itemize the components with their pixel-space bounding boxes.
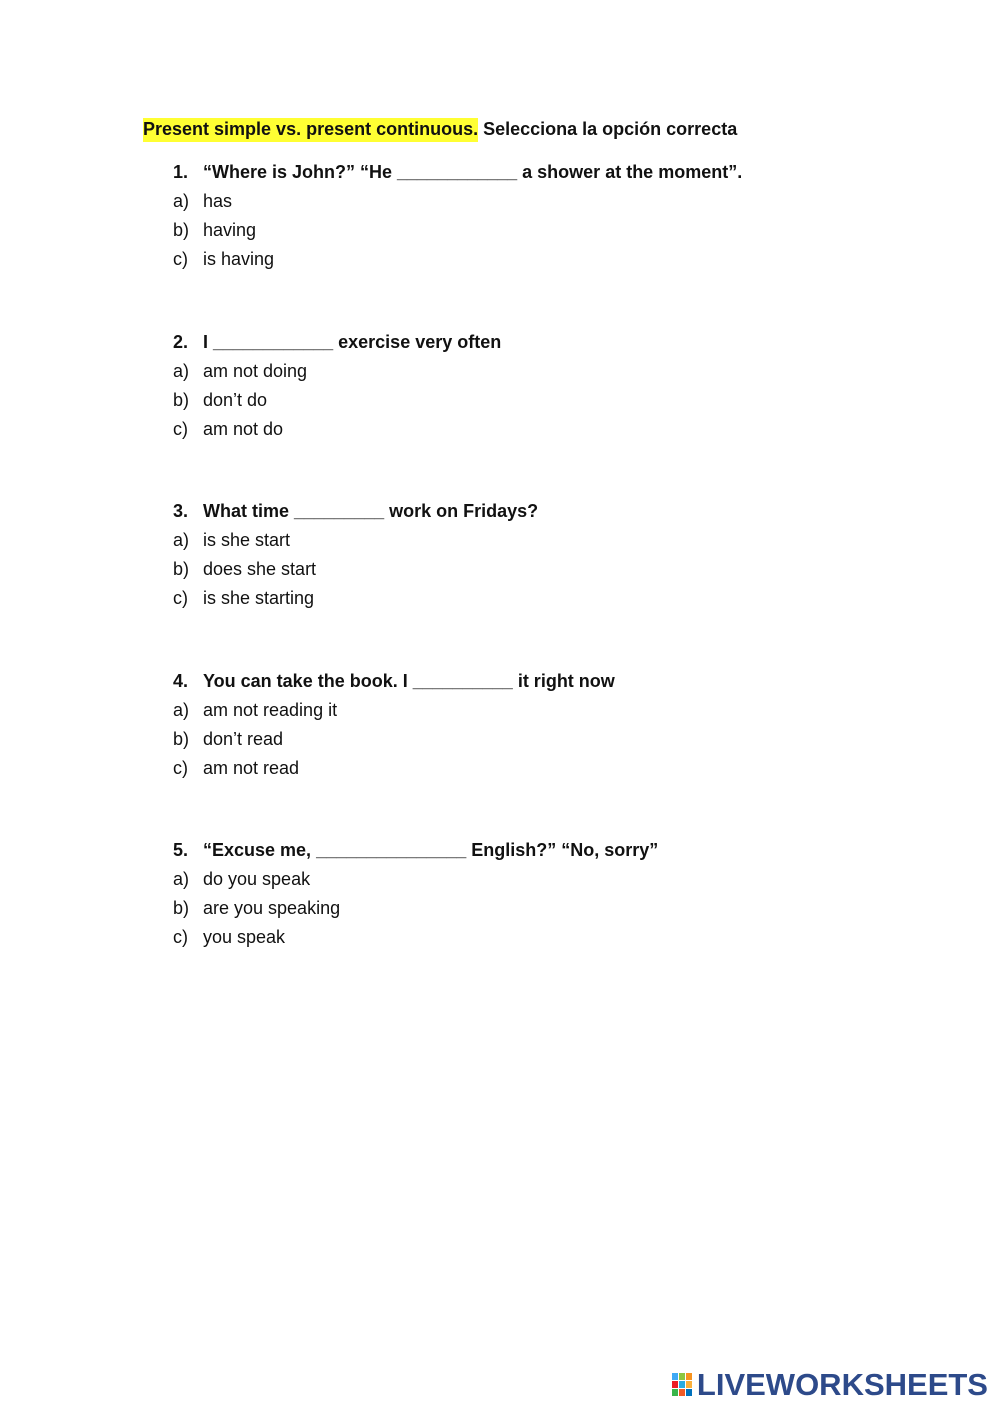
question-stem: You can take the book. I __________ it right now bbox=[203, 671, 615, 691]
question-stem: “Where is John?” “He ____________ a shower at the moment”. bbox=[203, 162, 743, 182]
option-letter: a) bbox=[173, 869, 190, 889]
question-number: 4. bbox=[173, 671, 189, 691]
liveworksheets-logo-icon bbox=[672, 1373, 694, 1397]
liveworksheets-branding bbox=[672, 1368, 988, 1402]
option-a[interactable] bbox=[173, 696, 893, 725]
title-instruction: Selecciona la opción correcta bbox=[483, 119, 738, 139]
option-a[interactable] bbox=[173, 187, 893, 216]
title-highlight: Present simple vs. present continuous. bbox=[143, 118, 478, 142]
option-c[interactable] bbox=[173, 584, 893, 613]
question-number: 3. bbox=[173, 501, 189, 521]
option-text: does she start bbox=[203, 559, 317, 579]
question-stem: I ____________ exercise very often bbox=[203, 332, 502, 352]
option-b[interactable] bbox=[173, 555, 893, 584]
option-a[interactable] bbox=[173, 526, 893, 555]
question-number: 1. bbox=[173, 162, 189, 182]
option-a[interactable] bbox=[173, 357, 893, 386]
question-5 bbox=[173, 836, 893, 952]
option-text: you speak bbox=[203, 927, 286, 947]
option-c[interactable] bbox=[173, 245, 893, 274]
option-text: do you speak bbox=[203, 869, 311, 889]
option-text: having bbox=[203, 220, 257, 240]
question-number: 5. bbox=[173, 840, 189, 860]
option-text: has bbox=[203, 191, 233, 211]
option-letter: b) bbox=[173, 220, 190, 240]
option-letter: a) bbox=[173, 191, 190, 211]
question-stem: “Excuse me, _______________ English?” “No, sorry” bbox=[203, 840, 659, 860]
option-text: am not reading it bbox=[203, 700, 338, 720]
option-b[interactable] bbox=[173, 216, 893, 245]
question-3 bbox=[173, 497, 893, 613]
option-letter: b) bbox=[173, 729, 190, 749]
option-letter: c) bbox=[173, 758, 188, 778]
option-text: am not doing bbox=[203, 361, 308, 381]
option-letter: c) bbox=[173, 249, 188, 269]
option-text: are you speaking bbox=[203, 898, 341, 918]
option-letter: c) bbox=[173, 588, 188, 608]
option-text: is she start bbox=[203, 530, 291, 550]
question-number: 2. bbox=[173, 332, 189, 352]
option-text: don’t read bbox=[203, 729, 284, 749]
option-a[interactable] bbox=[173, 865, 893, 894]
brand-text: LIVEWORKSHEETS bbox=[696, 1367, 988, 1402]
option-b[interactable] bbox=[173, 725, 893, 754]
question-1 bbox=[173, 158, 893, 274]
option-letter: a) bbox=[173, 530, 190, 550]
question-4 bbox=[173, 667, 893, 783]
option-text: is she starting bbox=[203, 588, 315, 608]
option-letter: c) bbox=[173, 927, 188, 947]
option-text: am not read bbox=[203, 758, 300, 778]
option-letter: b) bbox=[173, 390, 190, 410]
option-letter: a) bbox=[173, 361, 190, 381]
option-text: am not do bbox=[203, 419, 284, 439]
question-stem: What time _________ work on Fridays? bbox=[203, 501, 539, 521]
option-text: is having bbox=[203, 249, 275, 269]
option-c[interactable] bbox=[173, 754, 893, 783]
option-letter: a) bbox=[173, 700, 190, 720]
question-2 bbox=[173, 328, 893, 444]
option-letter: c) bbox=[173, 419, 188, 439]
option-c[interactable] bbox=[173, 415, 893, 444]
option-text: don’t do bbox=[203, 390, 268, 410]
option-b[interactable] bbox=[173, 386, 893, 415]
option-letter: b) bbox=[173, 898, 190, 918]
page-title bbox=[143, 119, 737, 140]
option-letter: b) bbox=[173, 559, 190, 579]
option-c[interactable] bbox=[173, 923, 893, 952]
option-b[interactable] bbox=[173, 894, 893, 923]
